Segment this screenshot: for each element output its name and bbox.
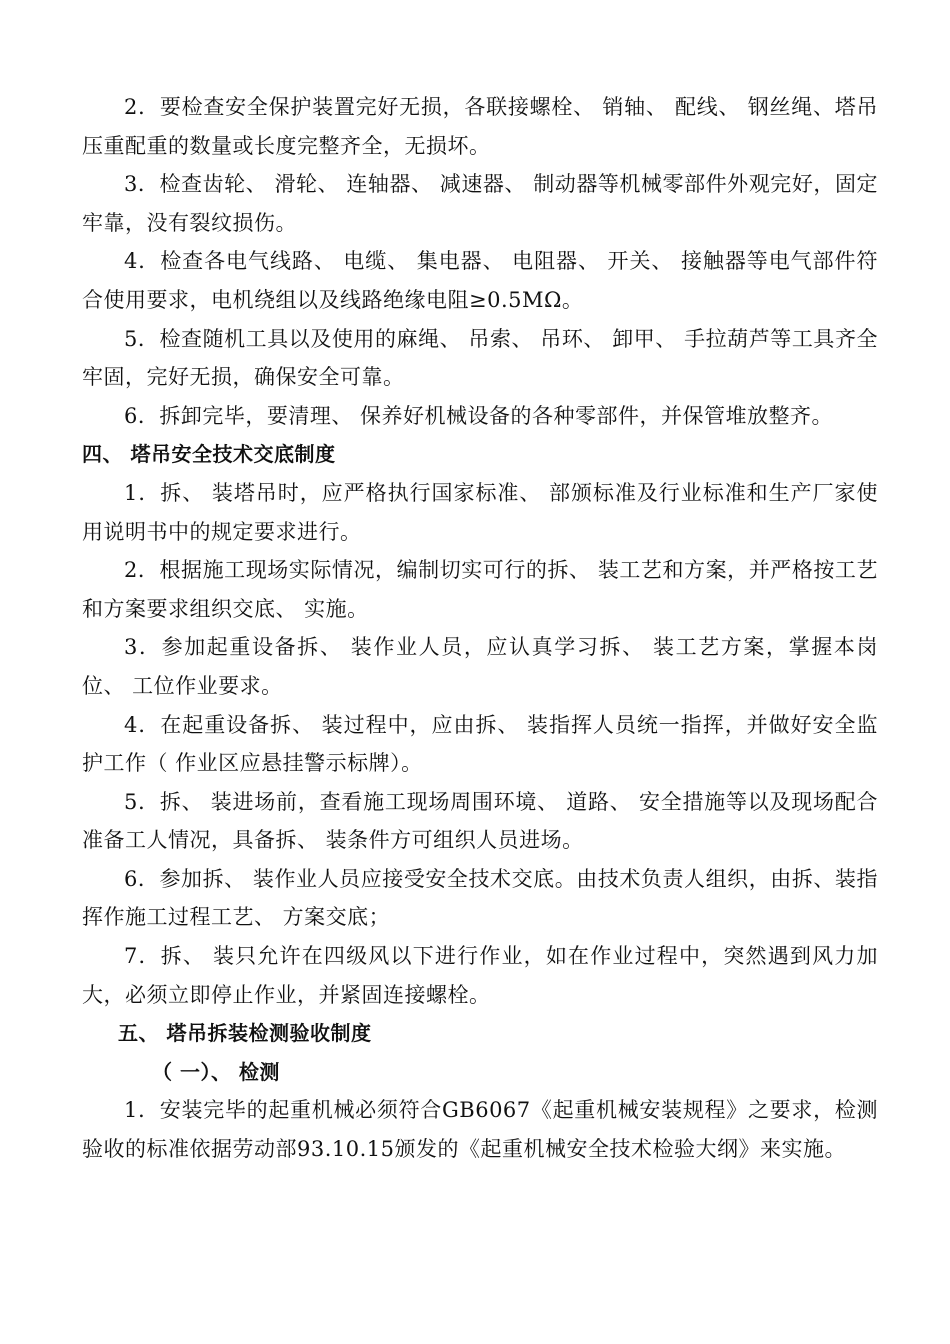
paragraph-item-3: 3．检查齿轮、 滑轮、 连轴器、 减速器、 制动器等机械零部件外观完好，固定牢靠，没有裂纹损伤。 — [82, 172, 878, 235]
paragraph-item-7: 7．拆、 装只允许在四级风以下进行作业，如在作业过程中，突然遇到风力加大，必须立即停止作业，并紧固连接螺栓。 — [82, 944, 878, 1007]
subsection-heading-1: （ 一）、 检测 — [152, 1059, 280, 1084]
paragraph-item-5: 5．检查随机工具以及使用的麻绳、 吊索、 吊环、 卸甲、 手拉葫芦等工具齐全牢固，完好无损，确保安全可靠。 — [82, 326, 878, 390]
section-heading-5: 五、 塔吊拆装检测验收制度 — [118, 1021, 372, 1046]
paragraph-item-6: 6．拆卸完毕，要清理、 保养好机械设备的各种零部件，并保管堆放整齐。 — [124, 403, 834, 428]
paragraph-item-3: 3．参加起重设备拆、 装作业人员，应认真学习拆、 装工艺方案，掌握本岗位、 工位作业要求。 — [82, 635, 878, 698]
paragraph-item-1: 1．拆、 装塔吊时，应严格执行国家标准、 部颁标准及行业标准和生产厂家使用说明书中的规定要求进行。 — [82, 480, 878, 544]
paragraph-item-2: 2．根据施工现场实际情况，编制切实可行的拆、 装工艺和方案，并严格按工艺和方案要求组织交底、 实施。 — [82, 558, 878, 621]
paragraph-item-4: 4．检查各电气线路、 电缆、 集电器、 电阻器、 开关、 接触器等电气部件符合使用要求，电机绕组以及线路绝缘电阻≥0.5MΩ。 — [82, 249, 878, 312]
paragraph-item-4: 4．在起重设备拆、 装过程中，应由拆、 装指挥人员统一指挥，并做好安全监护工作（ 作业区应悬挂警示标牌）。 — [82, 712, 878, 776]
paragraph-item-5: 5．拆、 装进场前，查看施工现场周围环境、 道路、 安全措施等以及现场配合准备工人情况，具备拆、 装条件方可组织人员进场。 — [82, 789, 878, 853]
section-heading-4: 四、 塔吊安全技术交底制度 — [82, 442, 336, 467]
paragraph-item-1: 1．安装完毕的起重机械必须符合GB6067《起重机械安装规程》之要求，检测验收的标准依据劳动部93.10.15颁发的《起重机械安全技术检验大纲》来实施。 — [82, 1098, 878, 1162]
paragraph-item-2: 2．要检查安全保护装置完好无损，各联接螺栓、 销轴、 配线、 钢丝绳、塔吊压重配重的数量或长度完整齐全，无损坏。 — [82, 95, 878, 158]
paragraph-item-6: 6．参加拆、 装作业人员应接受安全技术交底。由技术负责人组织，由拆、装指挥作施工过程工艺、 方案交底； — [82, 866, 878, 930]
